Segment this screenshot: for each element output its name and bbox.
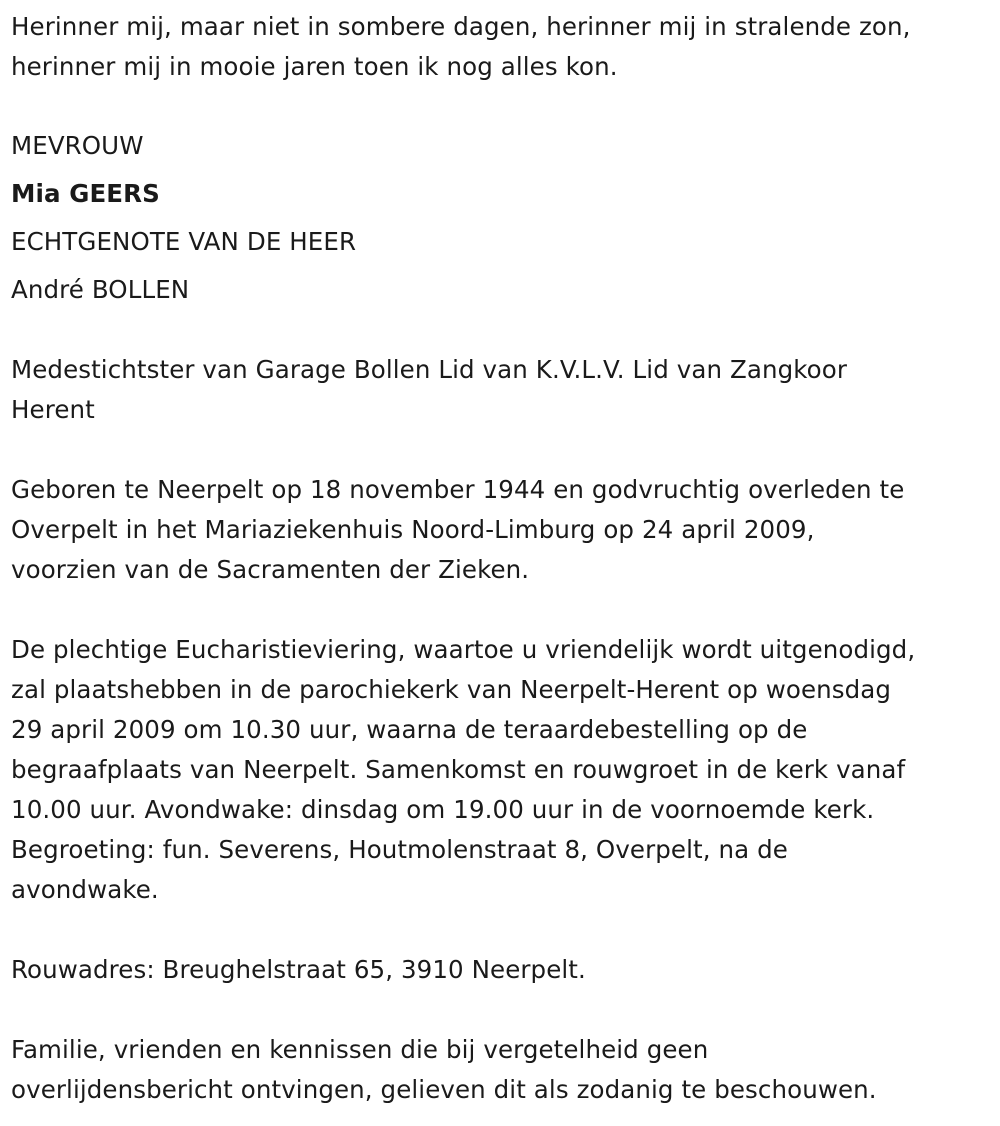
poem-line-1: Herinner mij, maar niet in sombere dagen, herinner mij in stralende zon, — [11, 12, 911, 41]
mourning-address: Rouwadres: Breughelstraat 65, 3910 Neerpelt. — [11, 955, 586, 984]
ceremony-line-3: 29 april 2009 om 10.30 uur, waarna de teraardebestelling op de — [11, 715, 808, 744]
ceremony-line-2: zal plaatshebben in de parochiekerk van Neerpelt-Herent op woensdag — [11, 675, 892, 704]
ceremony-line-4: begraafplaats van Neerpelt. Samenkomst en rouwgroet in de kerk vanaf — [11, 755, 906, 784]
relation-label: ECHTGENOTE VAN DE HEER — [11, 227, 357, 256]
ceremony-line-6: Begroeting: fun. Severens, Houtmolenstraat 8, Overpelt, na de — [11, 835, 788, 864]
birth-death-line-3: voorzien van de Sacramenten der Zieken. — [11, 555, 530, 584]
spouse-name: André BOLLEN — [11, 275, 190, 304]
honorific-title: MEVROUW — [11, 131, 144, 160]
memberships-line-2: Herent — [11, 395, 95, 424]
ceremony-line-5: 10.00 uur. Avondwake: dinsdag om 19.00 uur in de voornoemde kerk. — [11, 795, 875, 824]
ceremony-line-1: De plechtige Eucharistieviering, waartoe u vriendelijk wordt uitgenodigd, — [11, 635, 916, 664]
birth-death-line-1: Geboren te Neerpelt op 18 november 1944 en godvruchtig overleden te — [11, 475, 905, 504]
deceased-name: Mia GEERS — [11, 179, 160, 208]
poem-line-2: herinner mij in mooie jaren toen ik nog alles kon. — [11, 52, 618, 81]
memberships-line-1: Medestichtster van Garage Bollen Lid van K.V.L.V. Lid van Zangkoor — [11, 355, 847, 384]
birth-death-line-2: Overpelt in het Mariaziekenhuis Noord-Limburg op 24 april 2009, — [11, 515, 815, 544]
ceremony-line-7: avondwake. — [11, 875, 159, 904]
closing-line-2: overlijdensbericht ontvingen, gelieven dit als zodanig te beschouwen. — [11, 1075, 877, 1104]
closing-line-1: Familie, vrienden en kennissen die bij vergetelheid geen — [11, 1035, 709, 1064]
